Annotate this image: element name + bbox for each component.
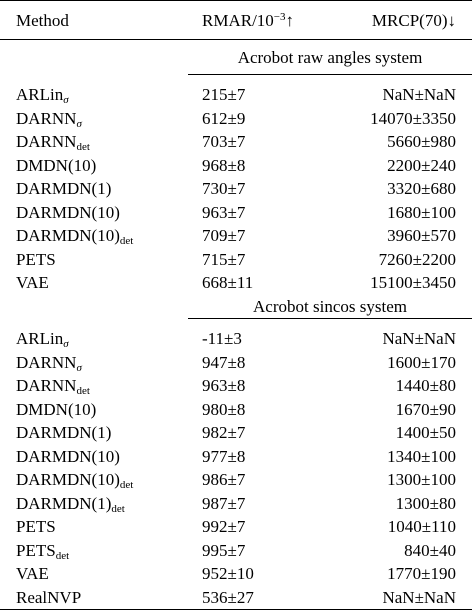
mrcp-cell: NaN±NaN [322, 586, 472, 610]
method-cell [0, 107, 188, 131]
table-row [0, 562, 472, 586]
method-cell [0, 130, 188, 154]
mrcp-cell: 3320±680 [387, 179, 456, 199]
method-cell [0, 421, 188, 445]
table-row [0, 398, 472, 422]
rmar-cell: 730±7 [202, 179, 246, 199]
section-title: Acrobot raw angles system [237, 47, 423, 67]
method-cell [0, 177, 188, 201]
mrcp-cell: 1400±50 [395, 423, 456, 443]
rmar-cell: 963±8 [202, 376, 246, 396]
mrcp-cell: 1300±80 [395, 493, 456, 513]
table-row [0, 492, 472, 516]
method-subscript: σ [76, 117, 82, 130]
table-row [0, 421, 472, 445]
mrcp-cell: 5660±980 [387, 132, 456, 152]
table-row [0, 586, 472, 610]
method-name: DMDN(10) [16, 155, 97, 175]
section-title-row [0, 40, 472, 75]
method-cell [0, 586, 188, 610]
method-cell [0, 351, 188, 375]
mrcp-cell: 1340±100 [387, 446, 456, 466]
section-gap [0, 319, 472, 327]
method-name: DARMDN(10) [16, 470, 120, 490]
table-row [0, 468, 472, 492]
method-subscript: det [76, 141, 90, 154]
method-name: PETS [16, 540, 56, 560]
section-title-row [0, 295, 472, 319]
rmar-cell: 995±7 [202, 540, 246, 560]
table-row [0, 374, 472, 398]
rmar-cell: 709±7 [202, 226, 246, 246]
mrcp-cell: 1440±80 [395, 376, 456, 396]
method-name: DARMDN(10) [16, 446, 120, 466]
rmar-cell: 612±9 [202, 108, 246, 128]
method-cell [0, 445, 188, 469]
rmar-cell: 987±7 [202, 493, 246, 513]
rmar-cell: 536±27 [188, 586, 322, 610]
header-rmar [188, 1, 322, 40]
rmar-cell: -11±3 [202, 329, 242, 349]
method-name: DMDN(10) [16, 399, 97, 419]
header-method: Method [0, 1, 188, 40]
rmar-cell: 992±7 [202, 517, 246, 537]
header-rmar-label: RMAR/10 [202, 10, 274, 30]
rmar-cell: 215±7 [202, 85, 246, 105]
header-rmar-arrow: ↑ [285, 10, 295, 30]
method-subscript: σ [63, 338, 69, 351]
mrcp-cell: 1600±170 [387, 352, 456, 372]
table-body [0, 40, 472, 610]
method-cell [0, 224, 188, 248]
method-cell [0, 83, 188, 107]
mrcp-cell: 1670±90 [395, 399, 456, 419]
rmar-cell: 715±7 [202, 249, 246, 269]
rmar-cell: 968±8 [202, 155, 246, 175]
section-gap-row [0, 319, 472, 327]
method-name: VAE [16, 273, 49, 293]
header-row [0, 1, 472, 40]
table-row [0, 515, 472, 539]
method-subscript: det [76, 385, 90, 398]
header-rmar-exponent: −3 [273, 10, 286, 23]
method-cell [0, 562, 188, 586]
method-name: DARMDN(1) [16, 493, 112, 513]
mrcp-cell: 14070±3350 [370, 108, 456, 128]
mrcp-cell: 1770±190 [387, 564, 456, 584]
method-subscript: det [111, 502, 125, 515]
mrcp-cell: 840±40 [404, 540, 456, 560]
table-row [0, 248, 472, 272]
method-cell [0, 539, 188, 563]
rmar-cell: 668±11 [202, 273, 254, 293]
rmar-cell: 977±8 [202, 446, 246, 466]
section-gap-row [0, 75, 472, 83]
method-subscript: σ [63, 94, 69, 107]
mrcp-cell: 7260±2200 [378, 249, 456, 269]
method-cell [0, 271, 188, 295]
table-row [0, 107, 472, 131]
table-row [0, 83, 472, 107]
method-name: DARMDN(1) [16, 179, 112, 199]
method-name: VAE [16, 564, 49, 584]
rmar-cell: 963±7 [202, 202, 246, 222]
method-name: DARMDN(10) [16, 226, 120, 246]
method-cell [0, 201, 188, 225]
mrcp-cell: 1300±100 [387, 470, 456, 490]
mrcp-cell: 15100±3450 [370, 273, 456, 293]
method-subscript: σ [76, 361, 82, 374]
rmar-cell: 952±10 [202, 564, 254, 584]
mrcp-cell: 1680±100 [387, 202, 456, 222]
method-cell [0, 492, 188, 516]
method-name: DARNN [16, 132, 77, 152]
method-cell [0, 154, 188, 178]
method-name: DARMDN(1) [16, 423, 112, 443]
rmar-cell: 982±7 [202, 423, 246, 443]
table-row [0, 201, 472, 225]
mrcp-cell: NaN±NaN [382, 329, 456, 349]
rmar-cell: 980±8 [202, 399, 246, 419]
mrcp-cell: NaN±NaN [382, 85, 456, 105]
method-cell [0, 468, 188, 492]
method-name: DARNN [16, 352, 77, 372]
method-name: DARMDN(10) [16, 202, 120, 222]
table-row [0, 130, 472, 154]
method-name: ARLin [16, 85, 64, 105]
method-name: RealNVP [16, 587, 82, 607]
method-cell [0, 374, 188, 398]
rmar-cell: 986±7 [202, 470, 246, 490]
table-row [0, 351, 472, 375]
table-row [0, 271, 472, 295]
mrcp-cell: 1040±110 [387, 517, 456, 537]
method-cell [0, 248, 188, 272]
header-mrcp: MRCP(70)↓ [322, 1, 472, 40]
rmar-cell: 947±8 [202, 352, 246, 372]
method-name: PETS [16, 517, 56, 537]
method-name: ARLin [16, 329, 64, 349]
method-cell [0, 515, 188, 539]
method-subscript: det [119, 235, 134, 248]
method-name: PETS [16, 249, 56, 269]
mrcp-cell: 2200±240 [387, 155, 456, 175]
table-row [0, 154, 472, 178]
table-row [0, 224, 472, 248]
section-title-spacer [0, 40, 188, 75]
table-row [0, 445, 472, 469]
section-title: Acrobot sincos system [253, 296, 407, 316]
method-subscript: det [55, 549, 70, 562]
section-gap [0, 75, 472, 83]
method-subscript: det [119, 479, 134, 492]
table-row [0, 539, 472, 563]
method-name: DARNN [16, 108, 77, 128]
rmar-cell: 703±7 [202, 132, 246, 152]
method-cell [0, 327, 188, 351]
table-row [0, 327, 472, 351]
method-name: DARNN [16, 376, 77, 396]
table-row [0, 177, 472, 201]
method-cell [0, 398, 188, 422]
section-title-spacer [0, 295, 188, 319]
mrcp-cell: 3960±570 [387, 226, 456, 246]
